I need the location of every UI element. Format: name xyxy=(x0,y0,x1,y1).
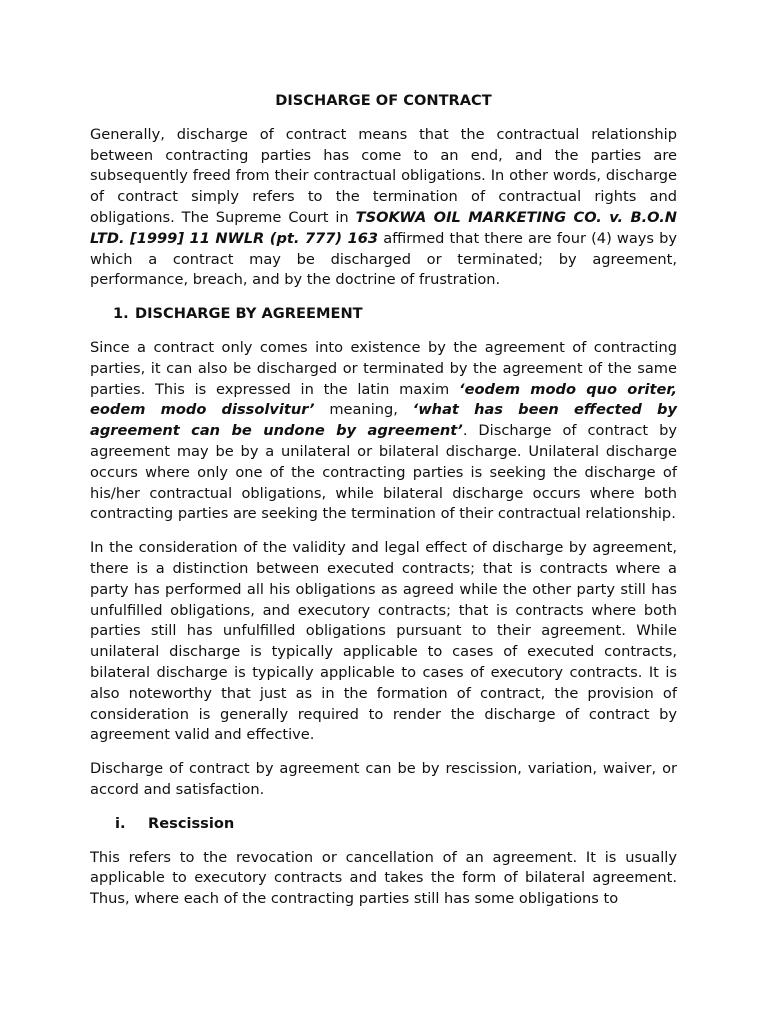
subsection-number: i. xyxy=(115,814,126,832)
subsection-heading-rescission xyxy=(90,814,677,835)
section-heading-text: DISCHARGE BY AGREEMENT xyxy=(135,305,363,323)
document-page xyxy=(90,91,677,923)
intro-text-1: Generally, discharge of contract means that the contractual relationship between contracting parties has come to an end, and the parties are subsequently freed from their contractual obligations. In other words, discharge of contract simply refers to the termination of contractual rights and obligations. The Supreme Court in xyxy=(90,125,677,226)
document-title: DISCHARGE OF CONTRACT xyxy=(275,92,492,109)
agreement-paragraph-2: In the consideration of the validity and legal effect of discharge by agreement, there is a distinction between executed contracts; that is contracts where a party has performed all his obligations as agreed while the other party still has unfulfilled obligations, and executory contracts; that is contracts where both parties still has unfulfilled obligations pursuant to their agreement. While unilateral discharge is typically applicable to cases of executed contracts, bilateral discharge is typically applicable to cases of executory contracts. It is also noteworthy that just as in the formation of contract, the provision of consideration is generally required to render the discharge of contract by agreement valid and effective. xyxy=(90,539,677,744)
intro-paragraph xyxy=(90,125,677,291)
maxim-translation: ‘what has been effected by agreement can be undone by agreement’ xyxy=(90,401,677,440)
section-heading-discharge-by-agreement xyxy=(90,304,677,325)
agreement-p1-text-3: . Discharge of contract by agreement may be by a unilateral or bilateral discharge. Unilateral discharge occurs where only one of the contracting parties is seeking the discharge of his/her contractual obligations, while bilateral discharge occurs where both contracting parties are seeking the termination of their contractual relationship. xyxy=(90,422,677,523)
agreement-paragraph-3: Discharge of contract by agreement can be by rescission, variation, waiver, or accord and satisfaction. xyxy=(90,760,677,798)
agreement-p1-text-1: Since a contract only comes into existence by the agreement of contracting parties, it can also be discharged or terminated by the agreement of the same parties. This is expressed in the latin maxim xyxy=(90,338,677,398)
section-number: 1. xyxy=(113,305,129,323)
latin-maxim: ‘eodem modo quo oriter, eodem modo dissolvitur’ xyxy=(90,380,677,419)
subsection-heading-text: Rescission xyxy=(148,814,235,832)
agreement-p1-text-2: meaning, xyxy=(314,401,413,419)
rescission-paragraph: This refers to the revocation or cancellation of an agreement. It is usually applicable to executory contracts and takes the form of bilateral agreement. Thus, where each of the contracting parties still has some obligations to xyxy=(90,848,677,908)
agreement-paragraph-1 xyxy=(90,338,677,525)
case-citation: TSOKWA OIL MARKETING CO. v. B.O.N LTD. [1999] 11 NWLR (pt. 777) 163 xyxy=(90,208,677,247)
intro-text-2: affirmed that there are four (4) ways by which a contract may be discharged or terminated; by agreement, performance, breach, and by the doctrine of frustration. xyxy=(90,229,677,289)
